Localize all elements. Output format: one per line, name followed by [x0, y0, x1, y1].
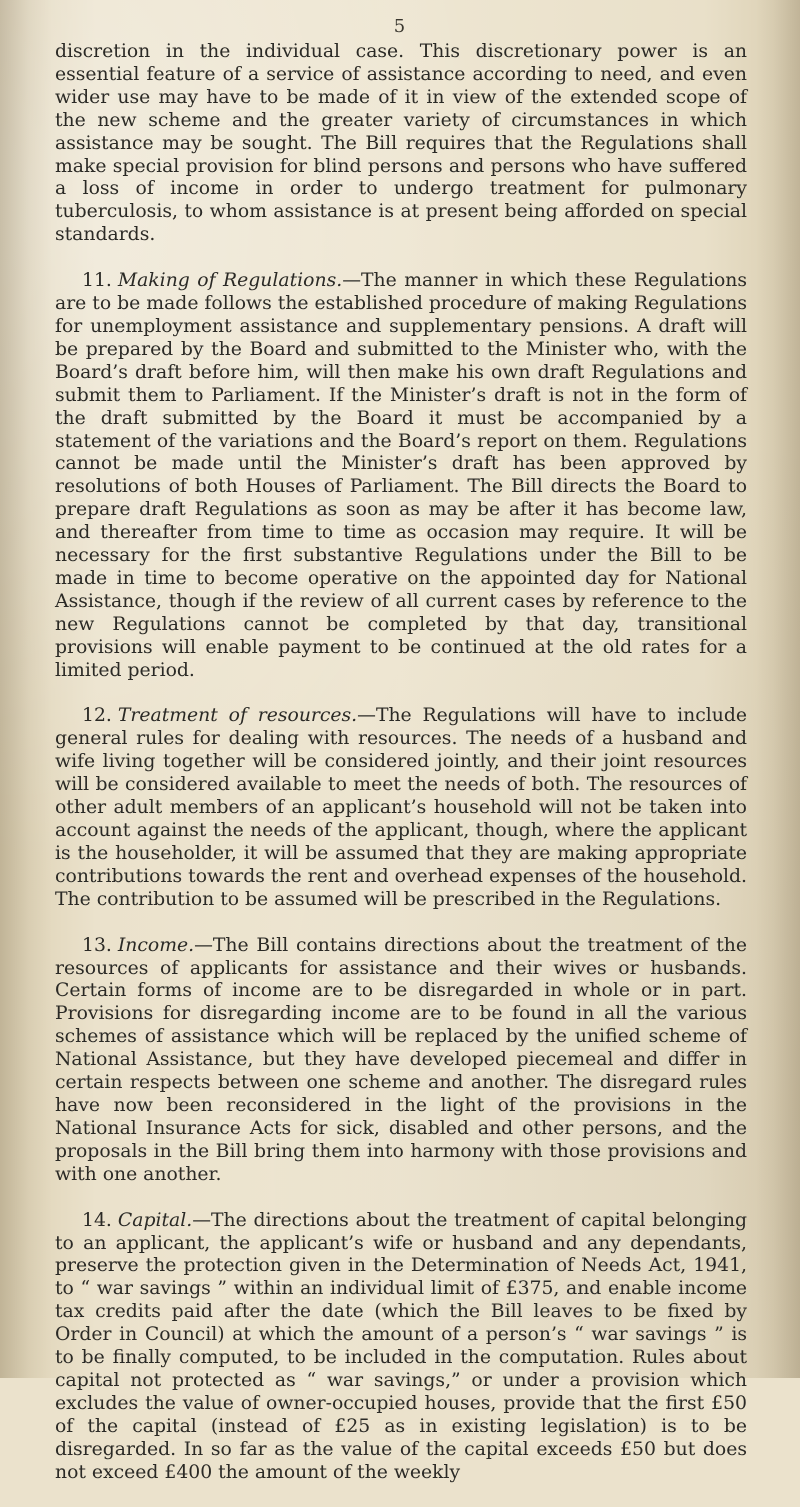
section-number: 14. — [82, 1209, 112, 1231]
paragraph-section-11 — [55, 270, 747, 682]
paragraph-section-14 — [55, 1210, 747, 1485]
section-heading: Making of Regulations. — [117, 270, 343, 292]
section-number: 11. — [82, 270, 112, 292]
paragraph-text: discretion in the individual case. This discretionary power is an essential feature of a service of assistance according to need, and even wider use may have to be made of it in view of the extended scope of the new scheme and the greater variety of circumstances in which assistance may be sought. The Bill requires that the Regulations shall make special provision for blind persons and persons who have suffered a loss of income in order to undergo treatment for pulmonary tuberculosis, to whom assistance is at present being afforded on special standards. — [55, 41, 747, 246]
section-number: 13. — [82, 934, 112, 956]
section-heading: Capital. — [117, 1209, 193, 1231]
paragraph-text: —The manner in which these Regulations are to be made follows the established procedure of making Regulations for unemployment assistance and supplementary pensions. A draft will be prepared by the Board and submitted to the Minister who, with the Board’s draft before him, will then make his own draft Regulations and submit them to Parliament. If the Minister’s draft is not in the form of the draft submitted by the Board it must be accompanied by a statement of the variations and the Board’s report on them. Regulations cannot be made until the Minister’s draft has been approved by resolutions of both Houses of Parliament. The Bill directs the Board to prepare draft Regulations as soon as may be after it has become law, and thereafter from time to time as occasion may require. It will be necessary for the first substantive Regulations under the Bill to be made in time to become operative on the appointed day for National Assistance, though if the review of all current cases by reference to the new Regulations cannot be completed by that day, transitional provisions will enable payment to be continued at the old rates for a limited period. — [55, 270, 747, 681]
paragraph-continued — [55, 41, 747, 247]
paragraph-text: —The directions about the treatment of capital belonging to an applicant, the applicant’s wife or husband and any dependants, preserve the protection given in the Determination of Needs Act, 1941, to “ war savings ” within an individual limit of £375, and enable income tax credits paid after the date (which the Bill leaves to be fixed by Order in Council) at which the amount of a person’s “ war savings ” is to be finally computed, to be included in the computation. Rules about capital not protected as “ war savings,” or under a provision which excludes the value of owner-occupied houses, provide that the first £50 of the capital (instead of £25 as in existing legislation) is to be disregarded. In so far as the value of the capital exceeds £50 but does not exceed £400 the amount of the weekly — [55, 1209, 747, 1483]
section-heading: Income. — [117, 934, 195, 956]
body-text — [55, 41, 747, 1507]
paragraph-text: —The Bill contains directions about the treatment of the resources of applicants for assistance and their wives or husbands. Certain forms of income are to be disregarded in whole or in part. Provisions for disregarding income are to be found in all the various schemes of assistance which will be replaced by the unified scheme of National Assistance, but they have developed piecemeal and differ in certain respects between one scheme and another. The disregard rules have now been reconsidered in the light of the provisions in the National Insurance Acts for sick, disabled and other persons, and the proposals in the Bill bring them into harmony with those provisions and with one another. — [55, 934, 747, 1185]
section-number: 12. — [82, 705, 112, 727]
section-heading: Treatment of resources. — [117, 705, 358, 727]
page-shadow-left — [0, 0, 52, 1378]
paragraph-section-13 — [55, 935, 747, 1187]
page-number: 5 — [393, 16, 407, 37]
paragraph-section-12 — [55, 705, 747, 911]
page-shadow-right — [756, 0, 800, 1378]
paragraph-text: —The Regulations will have to include general rules for dealing with resources. The needs of a husband and wife living together will be considered jointly, and their joint resources will be considered available to meet the needs of both. The resources of other adult members of an applicant’s household will not be taken into account against the needs of the applicant, though, where the applicant is the householder, it will be assumed that they are making appropriate contributions towards the rent and overhead expenses of the household. The contribution to be assumed will be prescribed in the Regulations. — [55, 705, 748, 910]
